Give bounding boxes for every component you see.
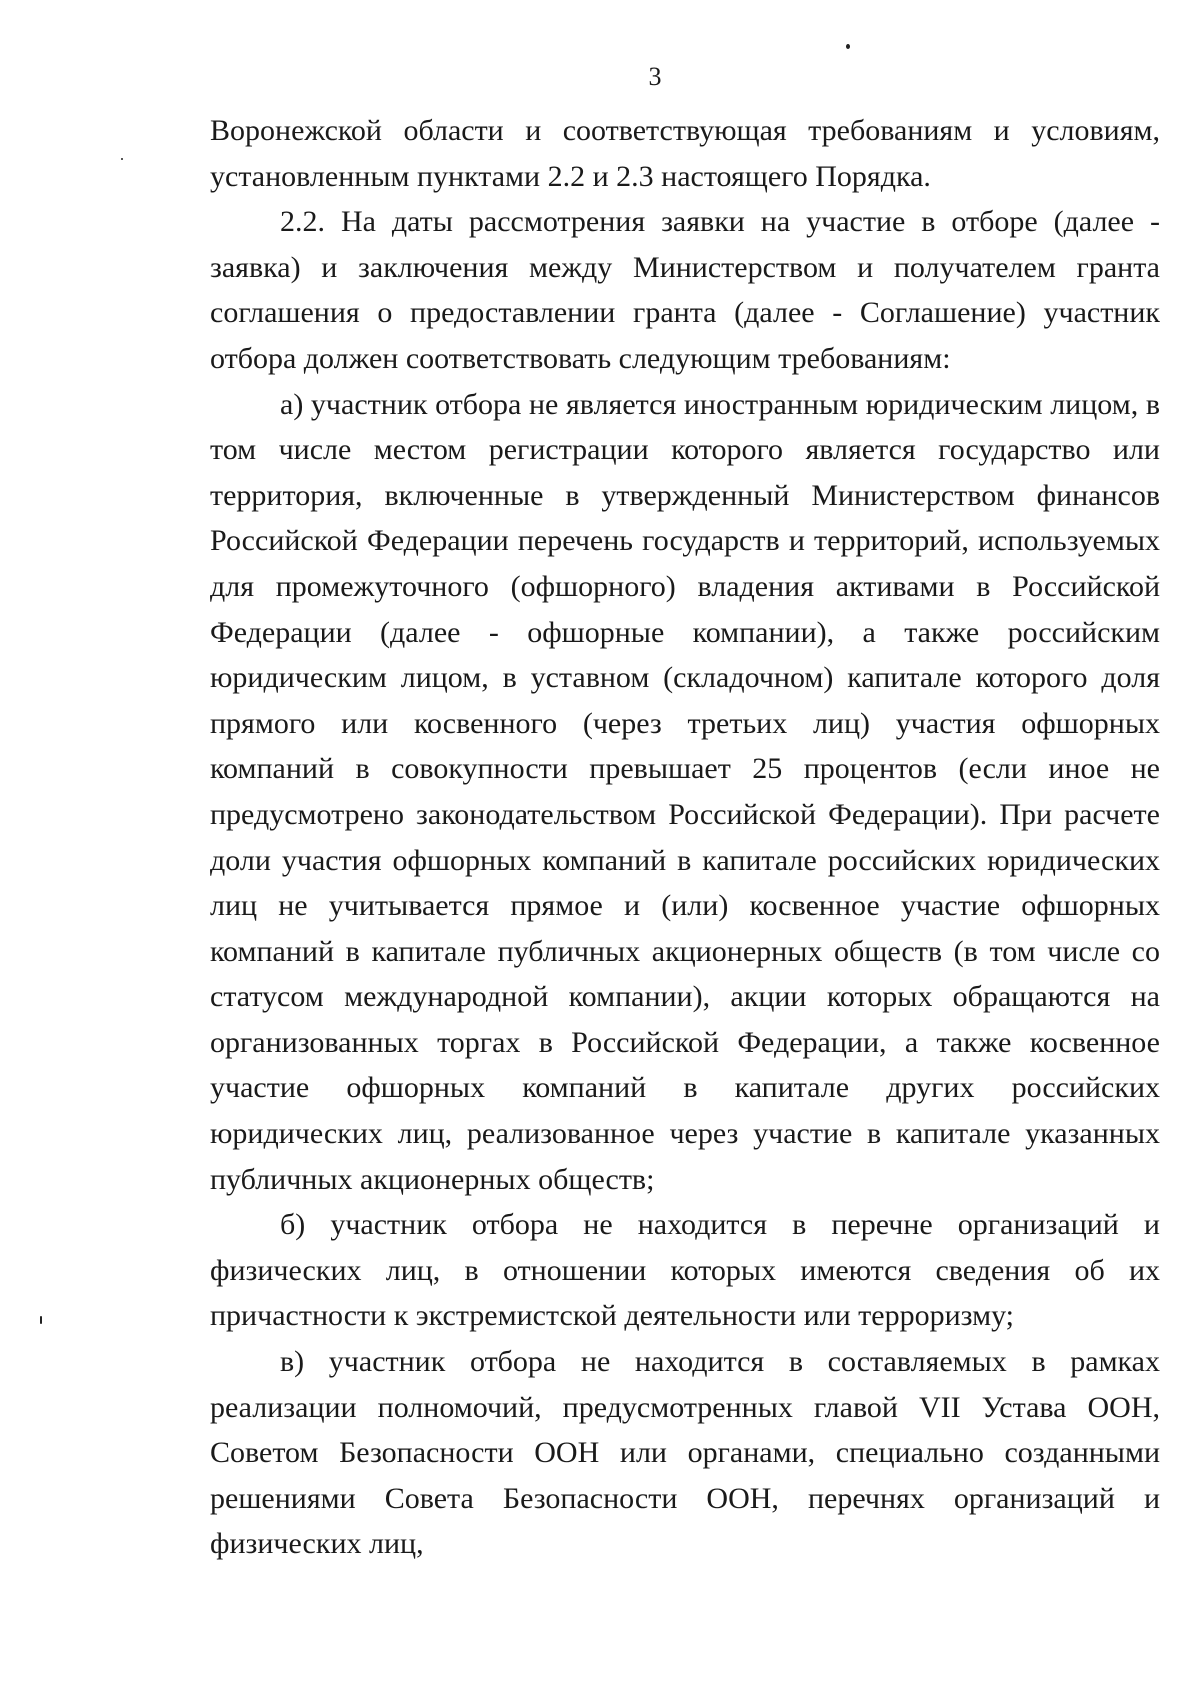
paragraph-item-b: б) участник отбора не находится в перечне организаций и физических лиц, в отношении которых имеются сведения об их причастности к экстремистской деятельности или терроризму; xyxy=(210,1208,1160,1333)
scan-speck xyxy=(40,1316,42,1324)
scan-speck xyxy=(846,44,850,49)
document-body xyxy=(210,108,1160,1567)
paragraph-item-a: а) участник отбора не является иностранным юридическим лицом, в том числе местом регистрации которого является государство или территория, включенные в утвержденный Министерством финансов Российской Федерации перечень государств и территорий, используемых для промежуточного (офшорного) владения активами в Российской Федерации (далее - офшорные компании), а также российским юридическим лицом, в уставном (складочном) капитале которого доля прямого или косвенного (через третьих лиц) участия офшорных компаний в совокупности превышает 25 процентов (если иное не предусмотрено законодательством Российской Федерации). При расчете доли участия офшорных компаний в капитале российских юридических лиц не учитывается прямое и (или) косвенное участие офшорных компаний в капитале публичных акционерных обществ (в том числе со статусом международной компании), акции которых обращаются на организованных торгах в Российской Федерации, а также косвенное участие офшорных компаний в капитале других российских юридических лиц, реализованное через участие в капитале указанных публичных акционерных обществ; xyxy=(210,387,1160,1196)
paragraph-continuation: Воронежской области и соответствующая требованиям и условиям, установленным пунктами 2.2 и 2.3 настоящего Порядка. xyxy=(210,114,1160,193)
paragraph-item-v: в) участник отбора не находится в составляемых в рамках реализации полномочий, предусмотренных главой VII Устава ООН, Советом Безопасности ООН или органами, специально созданными решениями Совета Безопасности ООН, перечнях организаций и физических лиц, xyxy=(210,1345,1160,1561)
scan-speck xyxy=(121,158,123,160)
paragraph-2-2: 2.2. На даты рассмотрения заявки на участие в отборе (далее - заявка) и заключения между Министерством и получателем гранта соглашения о предоставлении гранта (далее - Соглашение) участник отбора должен соответствовать следующим требованиям: xyxy=(210,205,1160,375)
page-number: 3 xyxy=(648,62,662,91)
